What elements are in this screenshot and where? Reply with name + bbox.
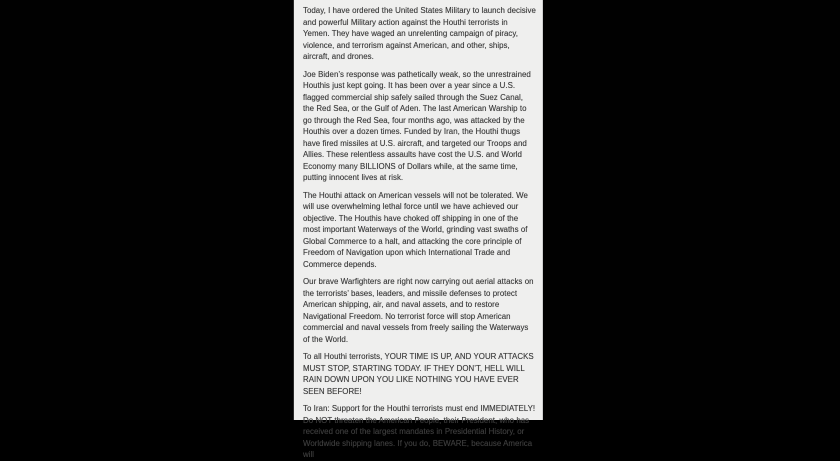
post-paragraph: Our brave Warfighters are right now carrying out aerial attacks on the terrorists’ bases, leaders, and missile defenses to protect American shipping, air, and naval assets, and to restore Navigational Freedom. No terrorist force will stop American commercial and naval vessels from freely sailing the Waterways of the World.	[303, 277, 534, 344]
post-paragraph: To Iran: Support for the Houthi terrorists must end IMMEDIATELY! Do NOT threaten the American People, their President, who has received one of the largest mandates in Presidential History, or Worldwide shipping lanes. If you do, BEWARE, because America will	[303, 404, 536, 459]
post-text-panel	[294, 0, 542, 459]
post-paragraph: To all Houthi terrorists, YOUR TIME IS UP, AND YOUR ATTACKS MUST STOP, STARTING TODAY. IF THEY DON’T, HELL WILL RAIN DOWN UPON YOU LIKE NOTHING YOU HAVE EVER SEEN BEFORE!	[303, 352, 534, 396]
post-paragraph: Today, I have ordered the United States Military to launch decisive and powerful Military action against the Houthi terrorists in Yemen. They have waged an unrelenting campaign of piracy, violence, and terrorism against American, and other, ships, aircraft, and drones.	[303, 6, 536, 61]
post-paragraph: The Houthi attack on American vessels will not be tolerated. We will use overwhelming lethal force until we have achieved our objective. The Houthis have choked off shipping in one of the most important Waterways of the World, grinding vast swaths of Global Commerce to a halt, and attacking the core principle of Freedom of Navigation upon which International Trade and Commerce depends.	[303, 190, 528, 269]
post-paragraph: Joe Biden’s response was pathetically weak, so the unrestrained Houthis just kept going. It has been over a year since a U.S. flagged commercial ship safely sailed through the Suez Canal, the Red Sea, or the Gulf of Aden. The last American Warship to go through the Red Sea, four months ago, was attacked by the Houthis over a dozen times. Funded by Iran, the Houthi thugs have fired missiles at U.S. aircraft, and targeted our Troops and Allies. These relentless assaults have cost the U.S. and World Economy many BILLIONS of Dollars while, at the same time, putting innocent lives at risk.	[303, 69, 531, 182]
